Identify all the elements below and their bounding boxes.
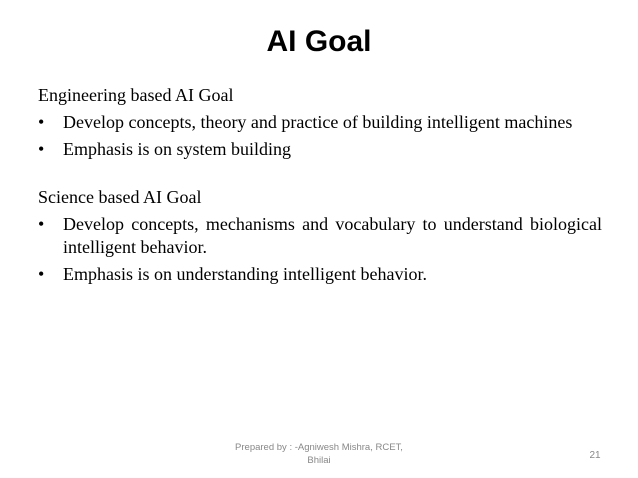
footer-line: Prepared by : -Agniwesh Mishra, RCET, (235, 442, 403, 453)
bullet-marker: • (38, 112, 45, 132)
bullet-text: Develop concepts, theory and practice of building intelligent machines (63, 112, 573, 132)
section-heading: Engineering based AI Goal (38, 85, 234, 105)
bullet-text: Develop concepts, mechanisms and vocabulary to understand biological intelligent behavior. (63, 214, 602, 257)
bullet-list (38, 213, 602, 286)
bullet-text: Emphasis is on understanding intelligent behavior. (63, 264, 427, 284)
section-engineering (38, 84, 602, 161)
bullet-marker: • (38, 214, 45, 234)
slide-footer (210, 441, 428, 467)
section-spacer (38, 165, 602, 186)
bullet-item (38, 263, 602, 286)
footer-line: Bhilai (307, 455, 331, 466)
bullet-list (38, 111, 602, 161)
bullet-text: Emphasis is on system building (63, 139, 292, 159)
page-number: 21 (589, 450, 601, 461)
bullet-item (38, 138, 602, 161)
bullet-marker: • (38, 139, 45, 159)
section-heading: Science based AI Goal (38, 187, 202, 207)
slide-body (38, 84, 602, 290)
bullet-marker: • (38, 264, 45, 284)
bullet-item (38, 213, 602, 259)
slide-title: AI Goal (266, 25, 372, 58)
bullet-item (38, 111, 602, 134)
section-science (38, 186, 602, 286)
